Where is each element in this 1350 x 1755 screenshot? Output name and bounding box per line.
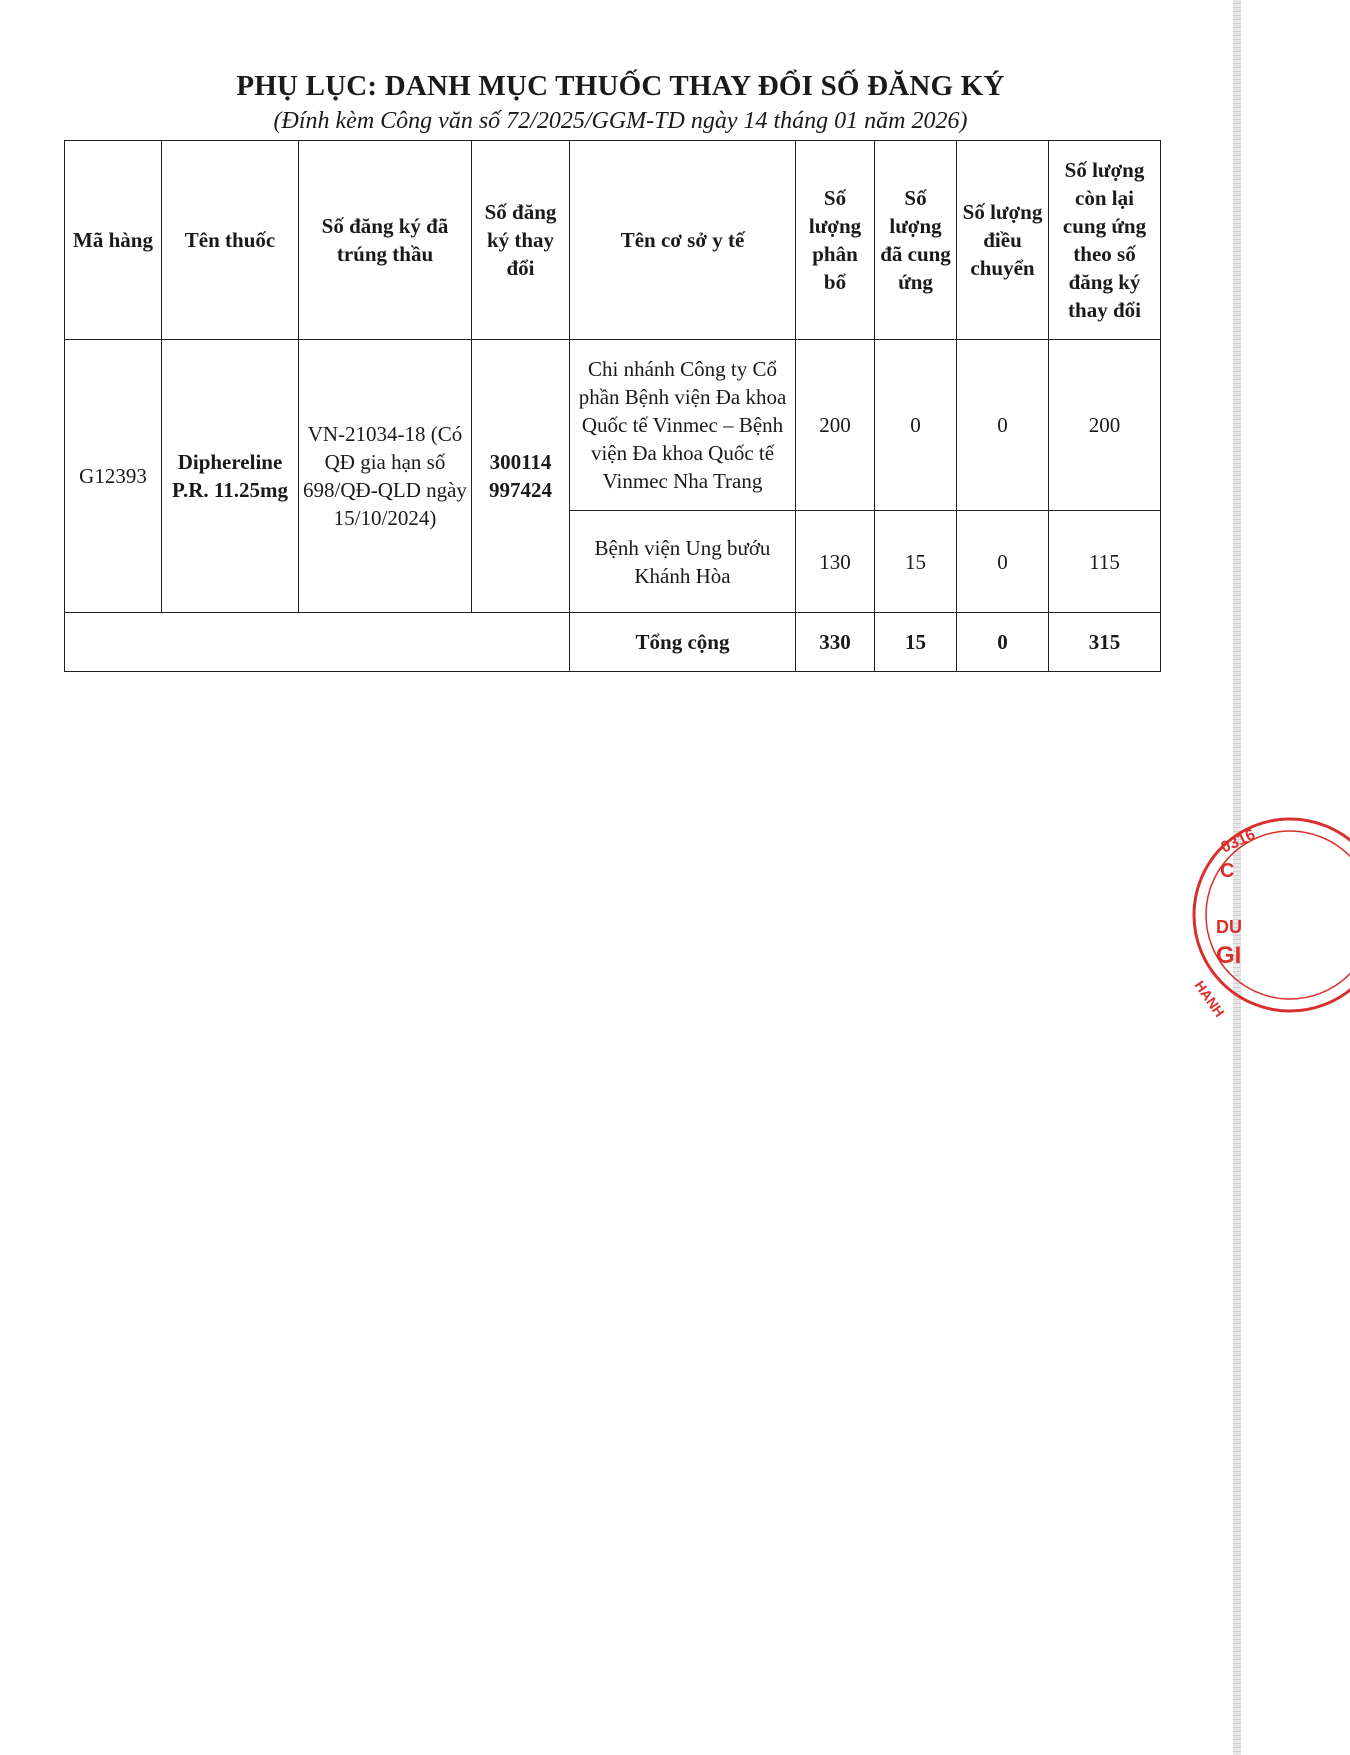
header-cell: Số lượng điều chuyển	[957, 141, 1049, 340]
header-cell: Số lượng phân bổ	[796, 141, 875, 340]
drug-registration-table	[64, 140, 1161, 672]
transferred-cell: 0	[957, 511, 1049, 613]
page-subtitle: (Đính kèm Công văn số 72/2025/GGM-TD ngày 14 tháng 01 năm 2026)	[273, 108, 968, 134]
svg-text:HANH: HANH	[1191, 977, 1228, 1020]
drug-name-cell: Diphereline P.R. 11.25mg	[162, 340, 299, 613]
svg-text:GI: GI	[1216, 942, 1242, 969]
empty-total-span	[65, 613, 570, 672]
header-cell: Số lượng còn lại cung ứng theo số đăng ký thay đổi	[1049, 141, 1161, 340]
total-allocated: 330	[796, 613, 875, 672]
table-row	[65, 340, 1161, 511]
total-label: Tổng cộng	[570, 613, 796, 672]
total-transferred: 0	[957, 613, 1049, 672]
header-cell: Tên thuốc	[162, 141, 299, 340]
total-row	[65, 613, 1161, 672]
total-remaining: 315	[1049, 613, 1161, 672]
svg-text:C: C	[1220, 860, 1235, 882]
facility-cell: Bệnh viện Ung bướu Khánh Hòa	[570, 511, 796, 613]
remaining-cell: 115	[1049, 511, 1161, 613]
table-header-row	[65, 141, 1161, 340]
facility-cell: Chi nhánh Công ty Cổ phần Bệnh viện Đa khoa Quốc tế Vinmec – Bệnh viện Đa khoa Quốc tế Vinmec Nha Trang	[570, 340, 796, 511]
supplied-cell: 0	[875, 340, 957, 511]
new-registration-cell: 300114 997424	[472, 340, 570, 613]
header-cell: Số đăng ký đã trúng thầu	[299, 141, 472, 340]
page-title: PHỤ LỤC: DANH MỤC THUỐC THAY ĐỔI SỐ ĐĂNG KÝ	[236, 70, 1005, 102]
transferred-cell: 0	[957, 340, 1049, 511]
svg-text:DU: DU	[1216, 917, 1242, 937]
allocated-cell: 200	[796, 340, 875, 511]
allocated-cell: 130	[796, 511, 875, 613]
company-seal-stamp	[1190, 815, 1350, 1020]
header-cell: Số đăng ký thay đổi	[472, 141, 570, 340]
header-cell: Số lượng đã cung ứng	[875, 141, 957, 340]
item-code-cell: G12393	[65, 340, 162, 613]
remaining-cell: 200	[1049, 340, 1161, 511]
total-supplied: 15	[875, 613, 957, 672]
old-registration-cell: VN-21034-18 (Có QĐ gia hạn số 698/QĐ-QLD ngày 15/10/2024)	[299, 340, 472, 613]
supplied-cell: 15	[875, 511, 957, 613]
svg-text:0316: 0316	[1218, 826, 1258, 857]
header-cell: Mã hàng	[65, 141, 162, 340]
header-cell: Tên cơ sở y tế	[570, 141, 796, 340]
